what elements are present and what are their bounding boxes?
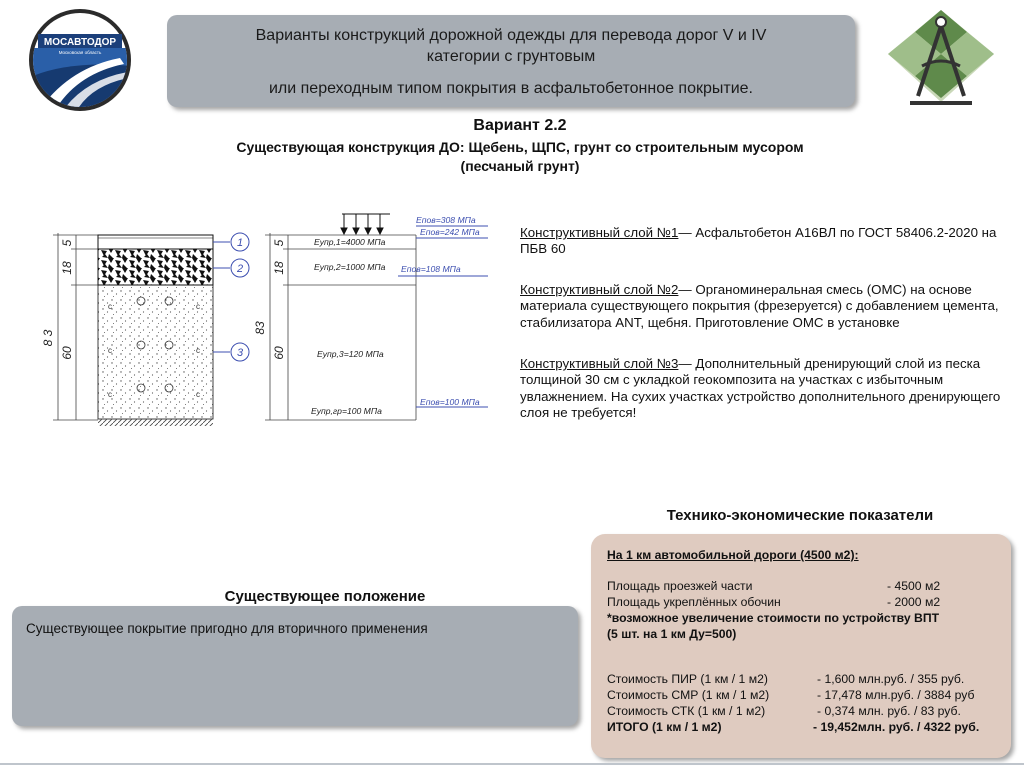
cost-stk-label: Стоимость СТК (1 км / 1 м2) xyxy=(607,704,766,718)
left-dim-18: 18 xyxy=(60,261,74,275)
right-dim-total: 83 xyxy=(253,321,267,335)
title-line-3: или переходным типом покрытия в асфальтобетонное покрытие. xyxy=(268,80,753,97)
marker-label-2: 2 xyxy=(236,263,244,275)
label-eupr2: Eупр,2=1000 МПа xyxy=(314,262,386,272)
svg-text:c: c xyxy=(108,390,112,399)
marker-label-1: 1 xyxy=(236,237,244,249)
left-dimensions xyxy=(53,233,98,420)
marker-label-3: 3 xyxy=(236,347,244,359)
shoulders-area-value: - 2000 м2 xyxy=(887,595,941,609)
variant-title: Вариант 2.2 xyxy=(473,117,567,134)
svg-text:c: c xyxy=(196,346,200,355)
left-dim-5: 5 xyxy=(60,239,74,247)
cost-pir-label: Стоимость ПИР (1 км / 1 м2) xyxy=(607,672,768,686)
roadway-area-value: - 4500 м2 xyxy=(887,579,941,593)
svg-text:c: c xyxy=(196,302,200,311)
shoulders-area-label: Площадь укреплённых обочин xyxy=(607,595,781,609)
soil-type: (песчаный грунт) xyxy=(460,158,580,174)
per-km-heading: На 1 км автомобильной дороги (4500 м2): xyxy=(607,548,859,562)
layer-asphalt xyxy=(98,235,213,249)
left-dim-total: 8 3 xyxy=(41,329,55,347)
label-epov-108: Eпов=108 МПа xyxy=(401,264,461,274)
left-dim-60: 60 xyxy=(60,346,74,360)
svg-text:c: c xyxy=(108,346,112,355)
label-epov-308: Eпов=308 МПа xyxy=(416,215,476,225)
cost-note-1: *возможное увеличение стоимости по устройству ВПТ xyxy=(607,611,940,625)
roadway-area-label: Площадь проезжей части xyxy=(607,579,753,593)
existing-state-box xyxy=(12,606,578,726)
layer-1-name: Конструктивный слой №1 xyxy=(520,225,679,240)
layer-2-description xyxy=(520,282,1010,331)
right-dim-60: 60 xyxy=(272,346,286,360)
cost-note-2: (5 шт. на 1 км Ду=500) xyxy=(607,627,737,641)
existing-state-text: Существующее покрытие пригодно для вторичного применения xyxy=(26,621,428,636)
tech-econ-box xyxy=(591,534,1011,758)
cost-smr-label: Стоимость СМР (1 км / 1 м2) xyxy=(607,688,770,702)
title-box xyxy=(167,15,855,107)
title-line-1: Варианты конструкций дорожной одежды для перевода дорог V и IV xyxy=(255,27,767,44)
layer-2-name: Конструктивный слой №2 xyxy=(520,282,679,297)
logo-text: МОСАВТОДОР xyxy=(43,37,117,48)
right-dim-18: 18 xyxy=(272,261,286,275)
label-epov-242: Eпов=242 МПа xyxy=(420,227,480,237)
svg-text:c: c xyxy=(196,390,200,399)
layer-1-text: — Асфальтобетон А16ВЛ по ГОСТ 58406.2-2020 на ПБВ 60 xyxy=(520,225,997,257)
cost-stk-value: - 0,374 млн. руб. / 83 руб. xyxy=(817,704,961,718)
layer-1-description xyxy=(520,225,1010,258)
title-line-2: категории с грунтовым xyxy=(426,48,596,65)
label-euprgr: Eупр,гр=100 МПа xyxy=(311,406,382,416)
bottom-divider xyxy=(0,763,1024,765)
pavement-diagram xyxy=(38,208,508,440)
mosavtodor-logo xyxy=(28,8,132,112)
label-eupr3: Eупр,3=120 МПа xyxy=(317,349,384,359)
total-value: - 19,452млн. руб. / 4322 руб. xyxy=(813,720,980,734)
layer-oms xyxy=(98,249,213,285)
layer-3-description xyxy=(520,356,1010,421)
label-epov-100: Eпов=100 МПа xyxy=(420,397,480,407)
logo-subtext: Московская область xyxy=(58,50,102,55)
layer-3-name: Конструктивный слой №3 xyxy=(520,356,679,371)
existing-construction: Существующая конструкция ДО: Щебень, ЩПС, грунт со строительным мусором xyxy=(236,139,804,155)
layer-3-text: — Дополнительный дренирующий слой из песка толщиной 30 см с укладкой геокомпозита на участках с избыточным увлажнением. На сухих участках устройство дополнительного дренирующего слоя не требуется! xyxy=(520,356,1001,420)
layer-2-text: — Органоминеральная смесь (ОМС) на основе материала существующего покрытия (фрезеруется) с добавлением цемента, стабилизатора ANT, щебня. Приготовление ОМС в установке xyxy=(520,282,999,330)
tech-econ-title: Технико-экономические показатели xyxy=(666,507,934,524)
compass-emblem-icon xyxy=(884,4,999,108)
label-eupr1: Eупр,1=4000 МПа xyxy=(314,237,386,247)
cost-smr-value: - 17,478 млн.руб. / 3884 руб xyxy=(817,688,975,702)
cost-pir-value: - 1,600 млн.руб. / 355 руб. xyxy=(817,672,965,686)
load-arrows xyxy=(341,214,390,234)
svg-text:c: c xyxy=(108,302,112,311)
existing-state-title: Существующее положение xyxy=(224,588,426,605)
ground-hatch xyxy=(98,419,213,426)
right-dim-5: 5 xyxy=(272,239,286,247)
total-label: ИТОГО (1 км / 1 м2) xyxy=(607,720,722,734)
